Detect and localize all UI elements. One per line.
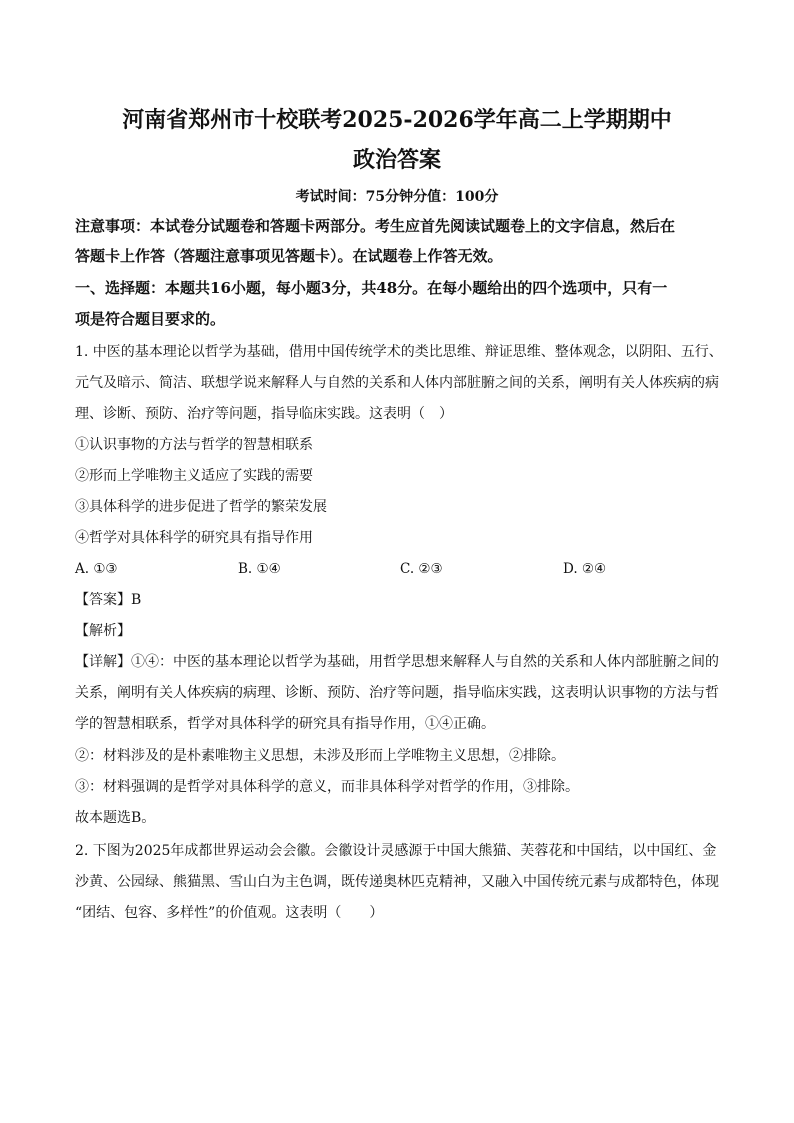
q1-option-d: D. ②④	[563, 561, 607, 577]
q1-stem-line-3: 理、诊断、预防、治疗等问题，指导临床实践。这表明（ ）	[75, 406, 453, 422]
q1-statement-2: ②形而上学唯物主义适应了实践的需要	[75, 468, 313, 484]
q1-detail-line-2: 关系，阐明有关人体疾病的病理、诊断、预防、治疗等问题，指导临床实践，这表明认识事物的方法与哲	[75, 685, 719, 701]
q1-detail-line-4: ②：材料涉及的是朴素唯物主义思想，未涉及形而上学唯物主义思想，②排除。	[75, 748, 565, 764]
exam-info: 考试时间：75分钟分值：100分	[295, 189, 499, 205]
notice-line-2: 答题卡上作答（答题注意事项见答题卡）。在试题卷上作答无效。	[75, 247, 503, 265]
q1-detail-line-5: ③：材料强调的是哲学对具体科学的意义，而非具体科学对哲学的作用，③排除。	[75, 779, 579, 795]
q1-stem-line-1: 1. 中医的基本理论以哲学为基础，借用中国传统学术的类比思维、辩证思维、整体观念，以阴阳、五行、	[75, 344, 723, 360]
q2-stem-line-3: “团结、包容、多样性”的价值观。这表明（ ）	[75, 905, 384, 921]
q1-detail-line-1: 【详解】①④：中医的基本理论以哲学为基础，用哲学思想来解释人与自然的关系和人体内部脏腑之间的	[75, 654, 719, 670]
q1-analysis-label: 【解析】	[75, 623, 131, 639]
q2-stem-line-2: 沙黄、公园绿、熊猫黑、雪山白为主色调，既传递奥林匹克精神，又融入中国传统元素与成都特色，体现	[75, 874, 719, 890]
document-subtitle: 政治答案	[352, 147, 441, 173]
section-heading-line-2: 项是符合题目要求的。	[75, 310, 226, 328]
q1-statement-3: ③具体科学的进步促进了哲学的繁荣发展	[75, 499, 327, 515]
q1-option-b: B. ①④	[238, 561, 281, 577]
q1-answer: 【答案】B	[75, 592, 142, 608]
q1-option-c: C. ②③	[400, 561, 443, 577]
section-heading-line-1: 一、选择题：本题共16小题，每小题3分，共48分。在每小题给出的四个选项中，只有一	[75, 279, 668, 297]
q1-detail-line-6: 故本题选B。	[75, 810, 156, 826]
q1-statement-4: ④哲学对具体科学的研究具有指导作用	[75, 530, 313, 546]
q1-option-a: A. ①③	[75, 561, 118, 577]
q1-stem-line-2: 元气及暗示、简洁、联想学说来解释人与自然的关系和人体内部脏腑之间的关系，阐明有关人体疾病的病	[75, 375, 719, 391]
q1-detail-line-3: 学的智慧相联系，哲学对具体科学的研究具有指导作用，①④正确。	[75, 716, 495, 732]
notice-line-1: 注意事项：本试卷分试题卷和答题卡两部分。考生应首先阅读试题卷上的文字信息，然后在	[75, 217, 676, 235]
q1-statement-1: ①认识事物的方法与哲学的智慧相联系	[75, 437, 313, 453]
q1-options	[75, 559, 725, 579]
document-title: 河南省郑州市十校联考2025-2026学年高二上学期期中	[122, 107, 672, 133]
q2-stem-line-1: 2. 下图为2025年成都世界运动会会徽。会徽设计灵感源于中国大熊猫、芙蓉花和中国结，以中国红、金	[75, 843, 717, 859]
